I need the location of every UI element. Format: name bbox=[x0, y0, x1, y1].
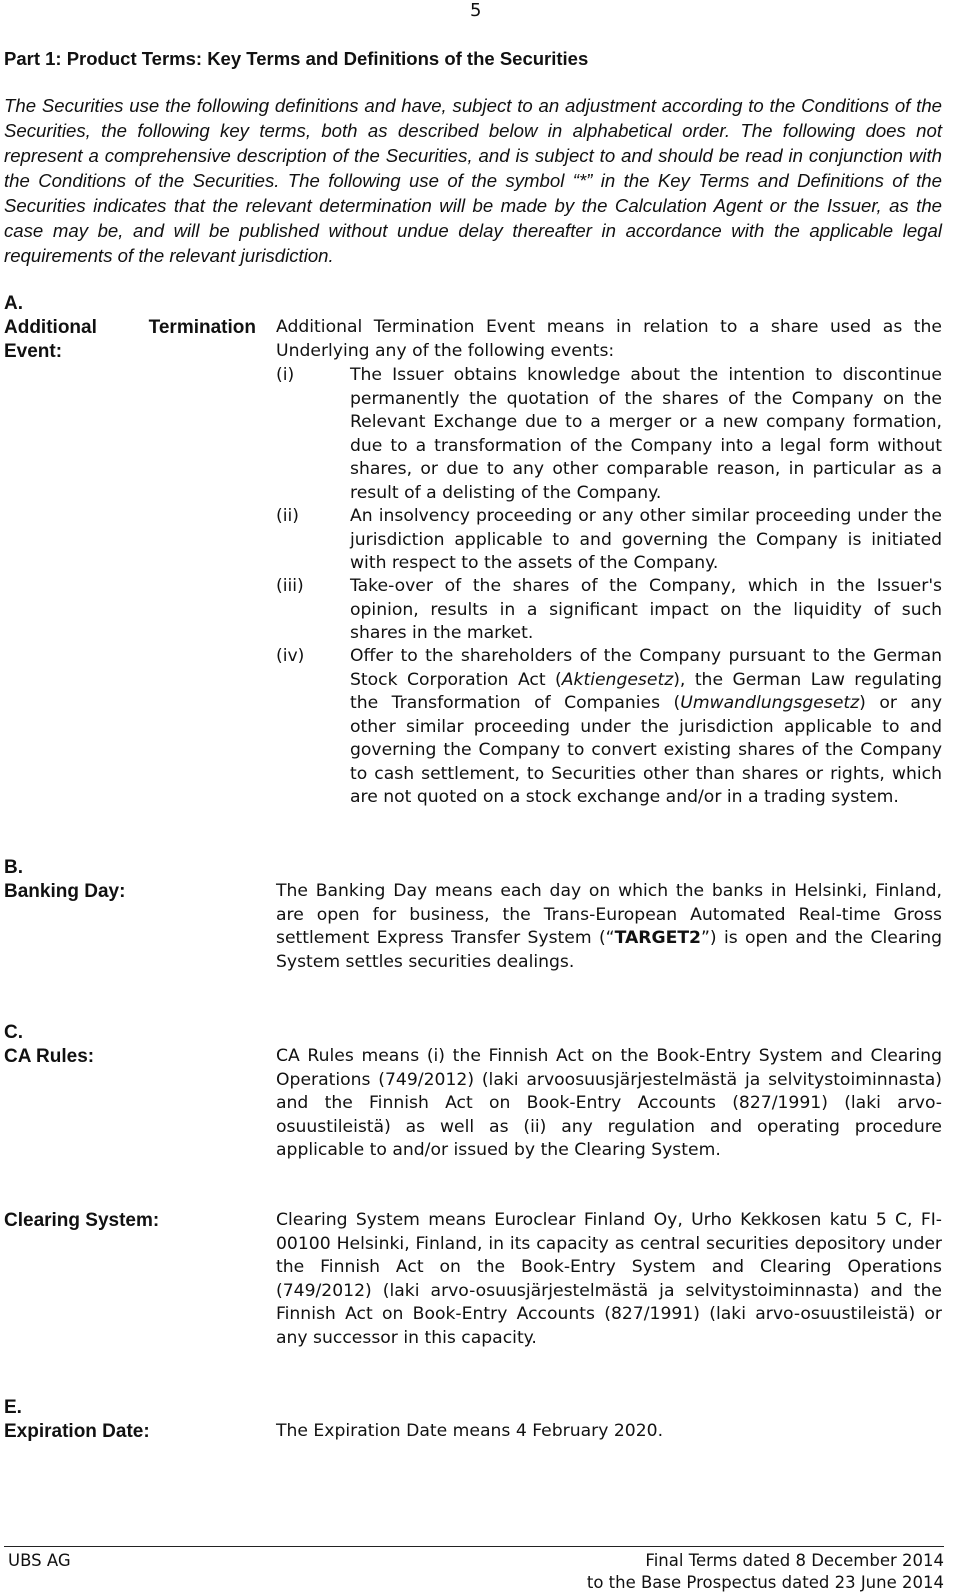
definition-ca-rules: CA Rules means (i) the Finnish Act on the Book-Entry System and Clearing Operations (749/2012) (laki arvoosuusjärjestelmästä ja selvitystoiminnasta) and the Finnish Act on Book-Entry Accounts (827/1991) (laki arvo-osuustileistä) as well as (ii) any regulation and operating procedure applicable to and/or issued by the Clearing System. bbox=[276, 1046, 942, 1160]
term-ca-rules: CA Rules: bbox=[4, 1046, 95, 1067]
definition-part: ”) is open and the Clearing System settles securities dealings. bbox=[276, 928, 942, 972]
definition-additional-termination-event: Additional Termination Event means in relation to a share used as the Underlying any of the following events: bbox=[276, 317, 942, 361]
event-item-iv bbox=[276, 645, 942, 810]
footer-base-prospectus: to the Base Prospectus dated 23 June 2014 bbox=[586, 1573, 944, 1592]
event-item-iii bbox=[276, 575, 942, 646]
term-word-additional: Additional bbox=[4, 317, 97, 338]
event-item-i bbox=[276, 364, 942, 505]
event-text: Take-over of the shares of the Company, which in the Issuer's opinion, results in a significant impact on the liquidity of such shares in the market. bbox=[350, 576, 942, 643]
footer-issuer: UBS AG bbox=[8, 1551, 71, 1570]
event-text: An insolvency proceeding or any other similar proceeding under the jurisdiction applicable to and governing the Company is initiated with respect to the assets of the Company. bbox=[350, 506, 942, 573]
event-number: (iii) bbox=[276, 576, 304, 596]
event-item-ii bbox=[276, 505, 942, 576]
event-number: (i) bbox=[276, 365, 295, 385]
definition-expiration-date: The Expiration Date means 4 February 2020. bbox=[276, 1421, 664, 1441]
definition-bold-target2: TARGET2 bbox=[614, 928, 702, 948]
section-letter-e: E. bbox=[4, 1397, 22, 1418]
footer-divider bbox=[4, 1546, 944, 1547]
term-banking-day: Banking Day: bbox=[4, 881, 126, 902]
event-number: (ii) bbox=[276, 506, 299, 526]
event-text: The Issuer obtains knowledge about the intention to discontinue permanently the quotation of the shares of the Company on the Relevant Exchange due to a merger or a new company formation, due to a transformation of the Company into a legal form without shares, or due to any other comparable reason, in particular as a result of a delisting of the Company. bbox=[350, 365, 942, 503]
term-event-label: Event: bbox=[4, 341, 63, 362]
definition-banking-day bbox=[276, 880, 942, 974]
event-text-part: ) or any other similar proceeding under the jurisdiction applicable to and governing the Company to convert existing shares of the Company to cash settlement, to Securities other than shares or rights, which are not quoted on a stock exchange and/or in a trading system. bbox=[350, 693, 942, 807]
section-letter-b: B. bbox=[4, 857, 23, 878]
footer-dates bbox=[587, 1550, 944, 1594]
event-number: (iv) bbox=[276, 646, 305, 666]
section-letter-a: A. bbox=[4, 293, 23, 314]
event-text-part: Offer to the shareholders of the Company pursuant to the German Stock Corporation Act ( bbox=[350, 646, 942, 690]
event-text-italic-umwandlungsgesetz: Umwandlungsgesetz bbox=[680, 693, 860, 713]
intro-paragraph: The Securities use the following definitions and have, subject to an adjustment according to the Conditions of the Securities, the following key terms, both as described below in alphabetical order. The following does not represent a comprehensive description of the Securities, and is subject to and should be read in conjunction with the Conditions of the Securities. The following use of the symbol “*” in the Key Terms and Definitions of the Securities indicates that the relevant determination will be made by the Calculation Agent or the Issuer, as the case may be, and will be published without undue delay thereafter in accordance with the applicable legal requirements of the relevant jurisdiction. bbox=[4, 95, 942, 266]
event-text-part: ), the German Law regulating the Transformation of Companies ( bbox=[350, 669, 942, 713]
definition-clearing-system: Clearing System means Euroclear Finland Oy, Urho Kekkosen katu 5 C, FI-00100 Helsinki, Finland, in its capacity as central securities depository under the Finnish Act on the Book-Entry System and Clearing Operations (749/2012) (laki arvo-osuusjärjestelmästä ja selvitystoiminnasta) and the Finnish Act on Book-Entry Accounts (827/1991) (laki arvo-osuustileistä) or any successor in this capacity. bbox=[276, 1210, 942, 1348]
term-additional-termination-event bbox=[4, 316, 256, 340]
definition-part: The Banking Day means each day on which the banks in Helsinki, Finland, are open for business, the Trans-European Automated Real-time Gross settlement Express Transfer System (“ bbox=[276, 881, 942, 948]
footer-final-terms: Final Terms dated 8 December 2014 bbox=[645, 1551, 944, 1570]
event-text-italic-aktiengesetz: Aktiengesetz bbox=[561, 669, 674, 690]
term-expiration-date: Expiration Date: bbox=[4, 1421, 150, 1442]
term-clearing-system: Clearing System: bbox=[4, 1210, 160, 1231]
section-letter-c: C. bbox=[4, 1022, 23, 1043]
term-word-termination: Termination bbox=[148, 317, 256, 338]
event-text bbox=[350, 645, 942, 810]
page-title: Part 1: Product Terms: Key Terms and Definitions of the Securities bbox=[4, 48, 589, 69]
page-number: 5 bbox=[470, 0, 482, 21]
